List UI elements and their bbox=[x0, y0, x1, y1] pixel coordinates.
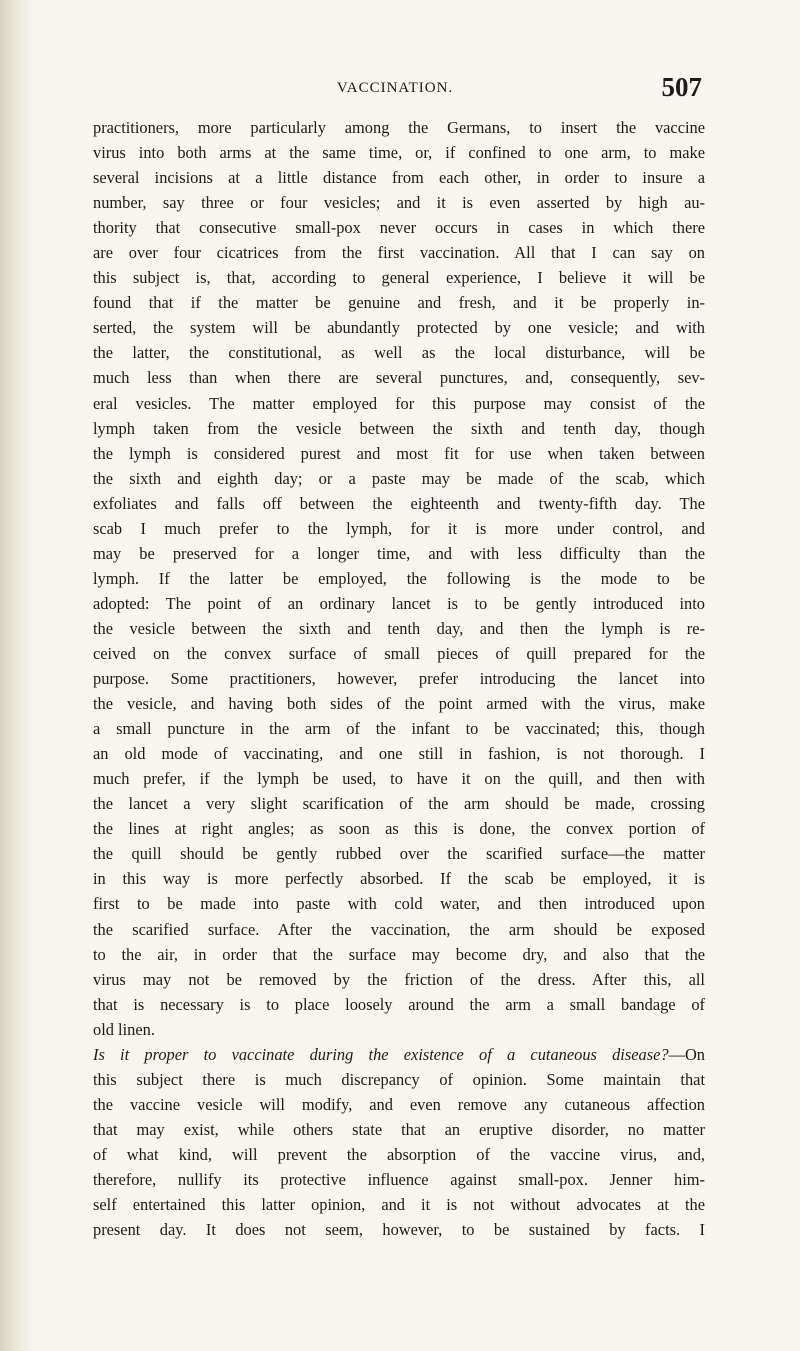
italic-heading: Is it proper to vaccinate during the existence of a cutaneous disease? bbox=[93, 1044, 669, 1064]
text-line bbox=[93, 391, 705, 416]
line-text: this subject there is much discrepancy of opinion. Some maintain that bbox=[93, 1069, 705, 1089]
text-line bbox=[93, 265, 705, 290]
line-text: scab I much prefer to the lymph, for it is more under control, and bbox=[93, 518, 705, 538]
text-line bbox=[93, 942, 705, 967]
line-text: ceived on the convex surface of small pieces of quill prepared for the bbox=[93, 643, 705, 663]
line-text: therefore, nullify its protective influence against small-pox. Jenner him- bbox=[93, 1169, 705, 1189]
line-text: exfoliates and falls off between the eighteenth and twenty-fifth day. The bbox=[93, 493, 705, 513]
text-line bbox=[93, 541, 705, 566]
text-line bbox=[93, 841, 705, 866]
text-line bbox=[93, 1142, 705, 1167]
line-text: the vesicle, and having both sides of the point armed with the virus, make bbox=[93, 694, 705, 714]
text-line bbox=[93, 441, 705, 466]
text-line bbox=[93, 416, 705, 441]
line-text: of what kind, will prevent the absorption of the vaccine virus, and, bbox=[93, 1144, 705, 1164]
text-line bbox=[93, 165, 705, 190]
text-line bbox=[93, 716, 705, 741]
line-text: to the air, in order that the surface may become dry, and also that the bbox=[93, 944, 705, 964]
line-text: present day. It does not seem, however, to be sustained by facts. I bbox=[93, 1220, 705, 1240]
text-line bbox=[93, 917, 705, 942]
text-line bbox=[93, 741, 705, 766]
text-line bbox=[93, 315, 705, 340]
line-text: this subject is, that, according to general experience, I believe it will be bbox=[93, 268, 705, 288]
text-line bbox=[93, 240, 705, 265]
text-line bbox=[93, 1092, 705, 1117]
text-line bbox=[93, 791, 705, 816]
line-text: in this way is more perfectly absorbed. If the scab be employed, it is bbox=[93, 869, 705, 889]
text-line bbox=[93, 641, 705, 666]
text-line bbox=[93, 992, 705, 1017]
line-text: much prefer, if the lymph be used, to have it on the quill, and then with bbox=[93, 769, 705, 789]
line-text: the lines at right angles; as soon as this is done, the convex portion of bbox=[93, 819, 705, 839]
line-text: virus may not be removed by the friction of the dress. After this, all bbox=[93, 969, 705, 989]
line-text: that may exist, while others state that an eruptive disorder, no matter bbox=[93, 1119, 705, 1139]
text-line bbox=[93, 365, 705, 390]
line-text: are over four cicatrices from the first vaccination. All that I can say on bbox=[93, 243, 705, 263]
line-text: found that if the matter be genuine and fresh, and it be properly in- bbox=[93, 293, 705, 313]
line-text: first to be made into paste with cold water, and then introduced upon bbox=[93, 894, 705, 914]
line-text: the sixth and eighth day; or a paste may be made of the scab, which bbox=[93, 468, 705, 488]
line-text: serted, the system will be abundantly protected by one vesicle; and with bbox=[93, 318, 705, 338]
line-text: old linen. bbox=[93, 1019, 155, 1039]
line-text: —On bbox=[668, 1044, 705, 1064]
line-text: that is necessary is to place loosely around the arm a small bandage of bbox=[93, 994, 705, 1014]
running-head bbox=[90, 72, 702, 104]
line-text: lymph. If the latter be employed, the following is the mode to be bbox=[93, 568, 705, 588]
text-line bbox=[93, 1217, 705, 1242]
text-line bbox=[93, 140, 705, 165]
text-line bbox=[93, 766, 705, 791]
text-line bbox=[93, 1192, 705, 1217]
line-text: thority that consecutive small-pox never occurs in cases in which there bbox=[93, 218, 705, 238]
text-line bbox=[93, 891, 705, 916]
text-line bbox=[93, 466, 705, 491]
text-line bbox=[93, 691, 705, 716]
text-line bbox=[93, 516, 705, 541]
text-line bbox=[93, 1167, 705, 1192]
line-text: the latter, the constitutional, as well as the local disturbance, will be bbox=[93, 343, 705, 363]
line-text: an old mode of vaccinating, and one still in fashion, is not thorough. I bbox=[93, 744, 705, 764]
text-line bbox=[93, 866, 705, 891]
text-line bbox=[93, 616, 705, 641]
text-line bbox=[93, 1042, 705, 1067]
line-text: virus into both arms at the same time, or, if confined to one arm, to make bbox=[93, 143, 705, 163]
page-binding-shadow bbox=[0, 0, 34, 1351]
text-line bbox=[93, 290, 705, 315]
text-line bbox=[93, 591, 705, 616]
text-line bbox=[93, 1117, 705, 1142]
line-text: purpose. Some practitioners, however, prefer introducing the lancet into bbox=[93, 669, 705, 689]
text-line bbox=[93, 115, 705, 140]
line-text: may be preserved for a longer time, and with less difficulty than the bbox=[93, 543, 705, 563]
page-number: 507 bbox=[661, 72, 702, 102]
line-text: the lymph is considered purest and most fit for use when taken between bbox=[93, 443, 705, 463]
line-text: much less than when there are several punctures, and, consequently, sev- bbox=[93, 368, 705, 388]
text-line bbox=[93, 491, 705, 516]
text-line bbox=[93, 340, 705, 365]
line-text: the scarified surface. After the vaccination, the arm should be exposed bbox=[93, 919, 705, 939]
line-text: practitioners, more particularly among the Germans, to insert the vaccine bbox=[93, 118, 705, 137]
text-line bbox=[93, 666, 705, 691]
line-text: lymph taken from the vesicle between the sixth and tenth day, though bbox=[93, 418, 705, 438]
text-line bbox=[93, 1067, 705, 1092]
line-text: the quill should be gently rubbed over the scarified surface—the matter bbox=[93, 844, 705, 864]
text-line bbox=[93, 1017, 705, 1042]
line-text: the vesicle between the sixth and tenth day, and then the lymph is re- bbox=[93, 618, 705, 638]
text-line bbox=[93, 190, 705, 215]
line-text: adopted: The point of an ordinary lancet is to be gently introduced into bbox=[93, 593, 705, 613]
line-text: the lancet a very slight scarification of the arm should be made, crossing bbox=[93, 794, 705, 814]
text-line bbox=[93, 816, 705, 841]
line-text: a small puncture in the arm of the infant to be vaccinated; this, though bbox=[93, 719, 705, 739]
text-line bbox=[93, 566, 705, 591]
line-text: self entertained this latter opinion, and it is not without advocates at the bbox=[93, 1195, 705, 1215]
line-text: the vaccine vesicle will modify, and even remove any cutaneous affection bbox=[93, 1094, 705, 1114]
text-line bbox=[93, 215, 705, 240]
body-text bbox=[93, 115, 705, 1242]
line-text: several incisions at a little distance from each other, in order to insure a bbox=[93, 168, 705, 188]
line-text: number, say three or four vesicles; and it is even asserted by high au- bbox=[93, 193, 705, 213]
running-title: VACCINATION. bbox=[336, 80, 454, 96]
line-text: eral vesicles. The matter employed for this purpose may consist of the bbox=[93, 393, 705, 413]
text-line bbox=[93, 967, 705, 992]
